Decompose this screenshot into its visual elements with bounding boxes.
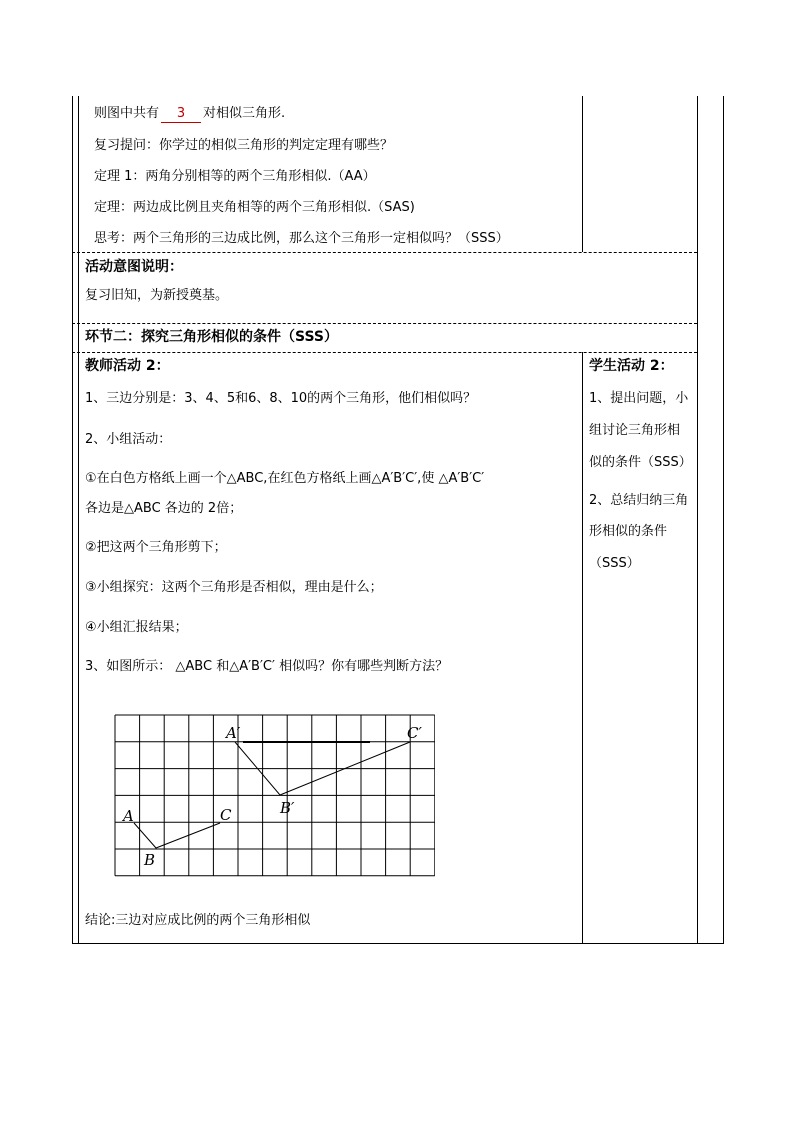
divider-section2 [72, 352, 697, 353]
intent-text: 复习旧知，为新授奠基。 [85, 288, 229, 303]
section2-heading: 环节二：探究三角形相似的条件（SSS） [85, 329, 338, 345]
teacher-step3: ③小组探究：这两个三角形是否相似，理由是什么； [85, 580, 383, 595]
divider-intent [72, 323, 697, 324]
triangle-abc [134, 823, 220, 848]
student-line-3: 似的条件（SSS） [589, 455, 692, 470]
table-left-border [72, 96, 73, 944]
line1-prefix: 则图中共有 [94, 106, 160, 121]
student-column-border-lower [582, 352, 583, 944]
intent-heading: 活动意图说明： [85, 259, 183, 275]
teacher-heading: 教师活动 2： [85, 358, 170, 374]
table-inner-left-border [78, 96, 79, 944]
table-bottom-border [72, 943, 723, 944]
theorem-aa: 定理 1：两角分别相等的两个三角形相似.（AA） [94, 169, 376, 184]
student-line-4: 2、总结归纳三角 [589, 493, 689, 508]
grid-figure [110, 710, 435, 880]
teacher-step1b: 各边是△ABC 各边的 2倍； [85, 501, 243, 516]
label-b-prime: B′ [280, 799, 295, 817]
student-line-5: 形相似的条件 [589, 524, 668, 539]
theorem-sas: 定理：两边成比例且夹角相等的两个三角形相似.（SAS) [94, 200, 415, 215]
student-line-2: 组讨论三角形相 [589, 423, 681, 438]
table-right-border [723, 96, 724, 944]
answer-blank: 3 [161, 106, 201, 123]
grid-lines [115, 715, 435, 876]
label-b: B [144, 851, 156, 869]
teacher-step4: ④小组汇报结果； [85, 620, 188, 635]
similar-count-line [94, 106, 285, 123]
student-line-6: （SSS） [589, 556, 640, 571]
student-line-1: 1、提出问题，小 [589, 391, 689, 406]
teacher-step1a: ①在白色方格纸上画一个△ABC,在红色方格纸上画△A′B′C′,使 △A′B′C′ [85, 471, 485, 486]
teacher-q3: 3、如图所示： △ABC 和△A′B′C′ 相似吗？你有哪些判断方法？ [85, 659, 449, 674]
teacher-q2: 2、小组活动： [85, 432, 172, 447]
label-c: C [220, 806, 232, 824]
teacher-q1: 1、三边分别是：3、4、5和6、8、10的两个三角形，他们相似吗？ [85, 391, 477, 406]
review-question: 复习提问：你学过的相似三角形的判定定理有哪些？ [94, 138, 394, 153]
label-a-prime: A′ [226, 724, 241, 742]
teacher-step2: ②把这两个三角形剪下； [85, 540, 227, 555]
student-column-border [582, 96, 583, 252]
conclusion: 结论:三边对应成比例的两个三角形相似 [85, 913, 311, 928]
line1-suffix: 对相似三角形. [203, 106, 286, 121]
label-c-prime: C′ [407, 724, 422, 742]
label-a: A [123, 807, 134, 825]
right-inner-border [697, 96, 698, 944]
student-heading: 学生活动 2： [589, 358, 674, 374]
divider-top-section [72, 252, 697, 253]
think-sss: 思考：两个三角形的三边成比例，那么这个三角形一定相似吗？（SSS） [94, 231, 509, 246]
